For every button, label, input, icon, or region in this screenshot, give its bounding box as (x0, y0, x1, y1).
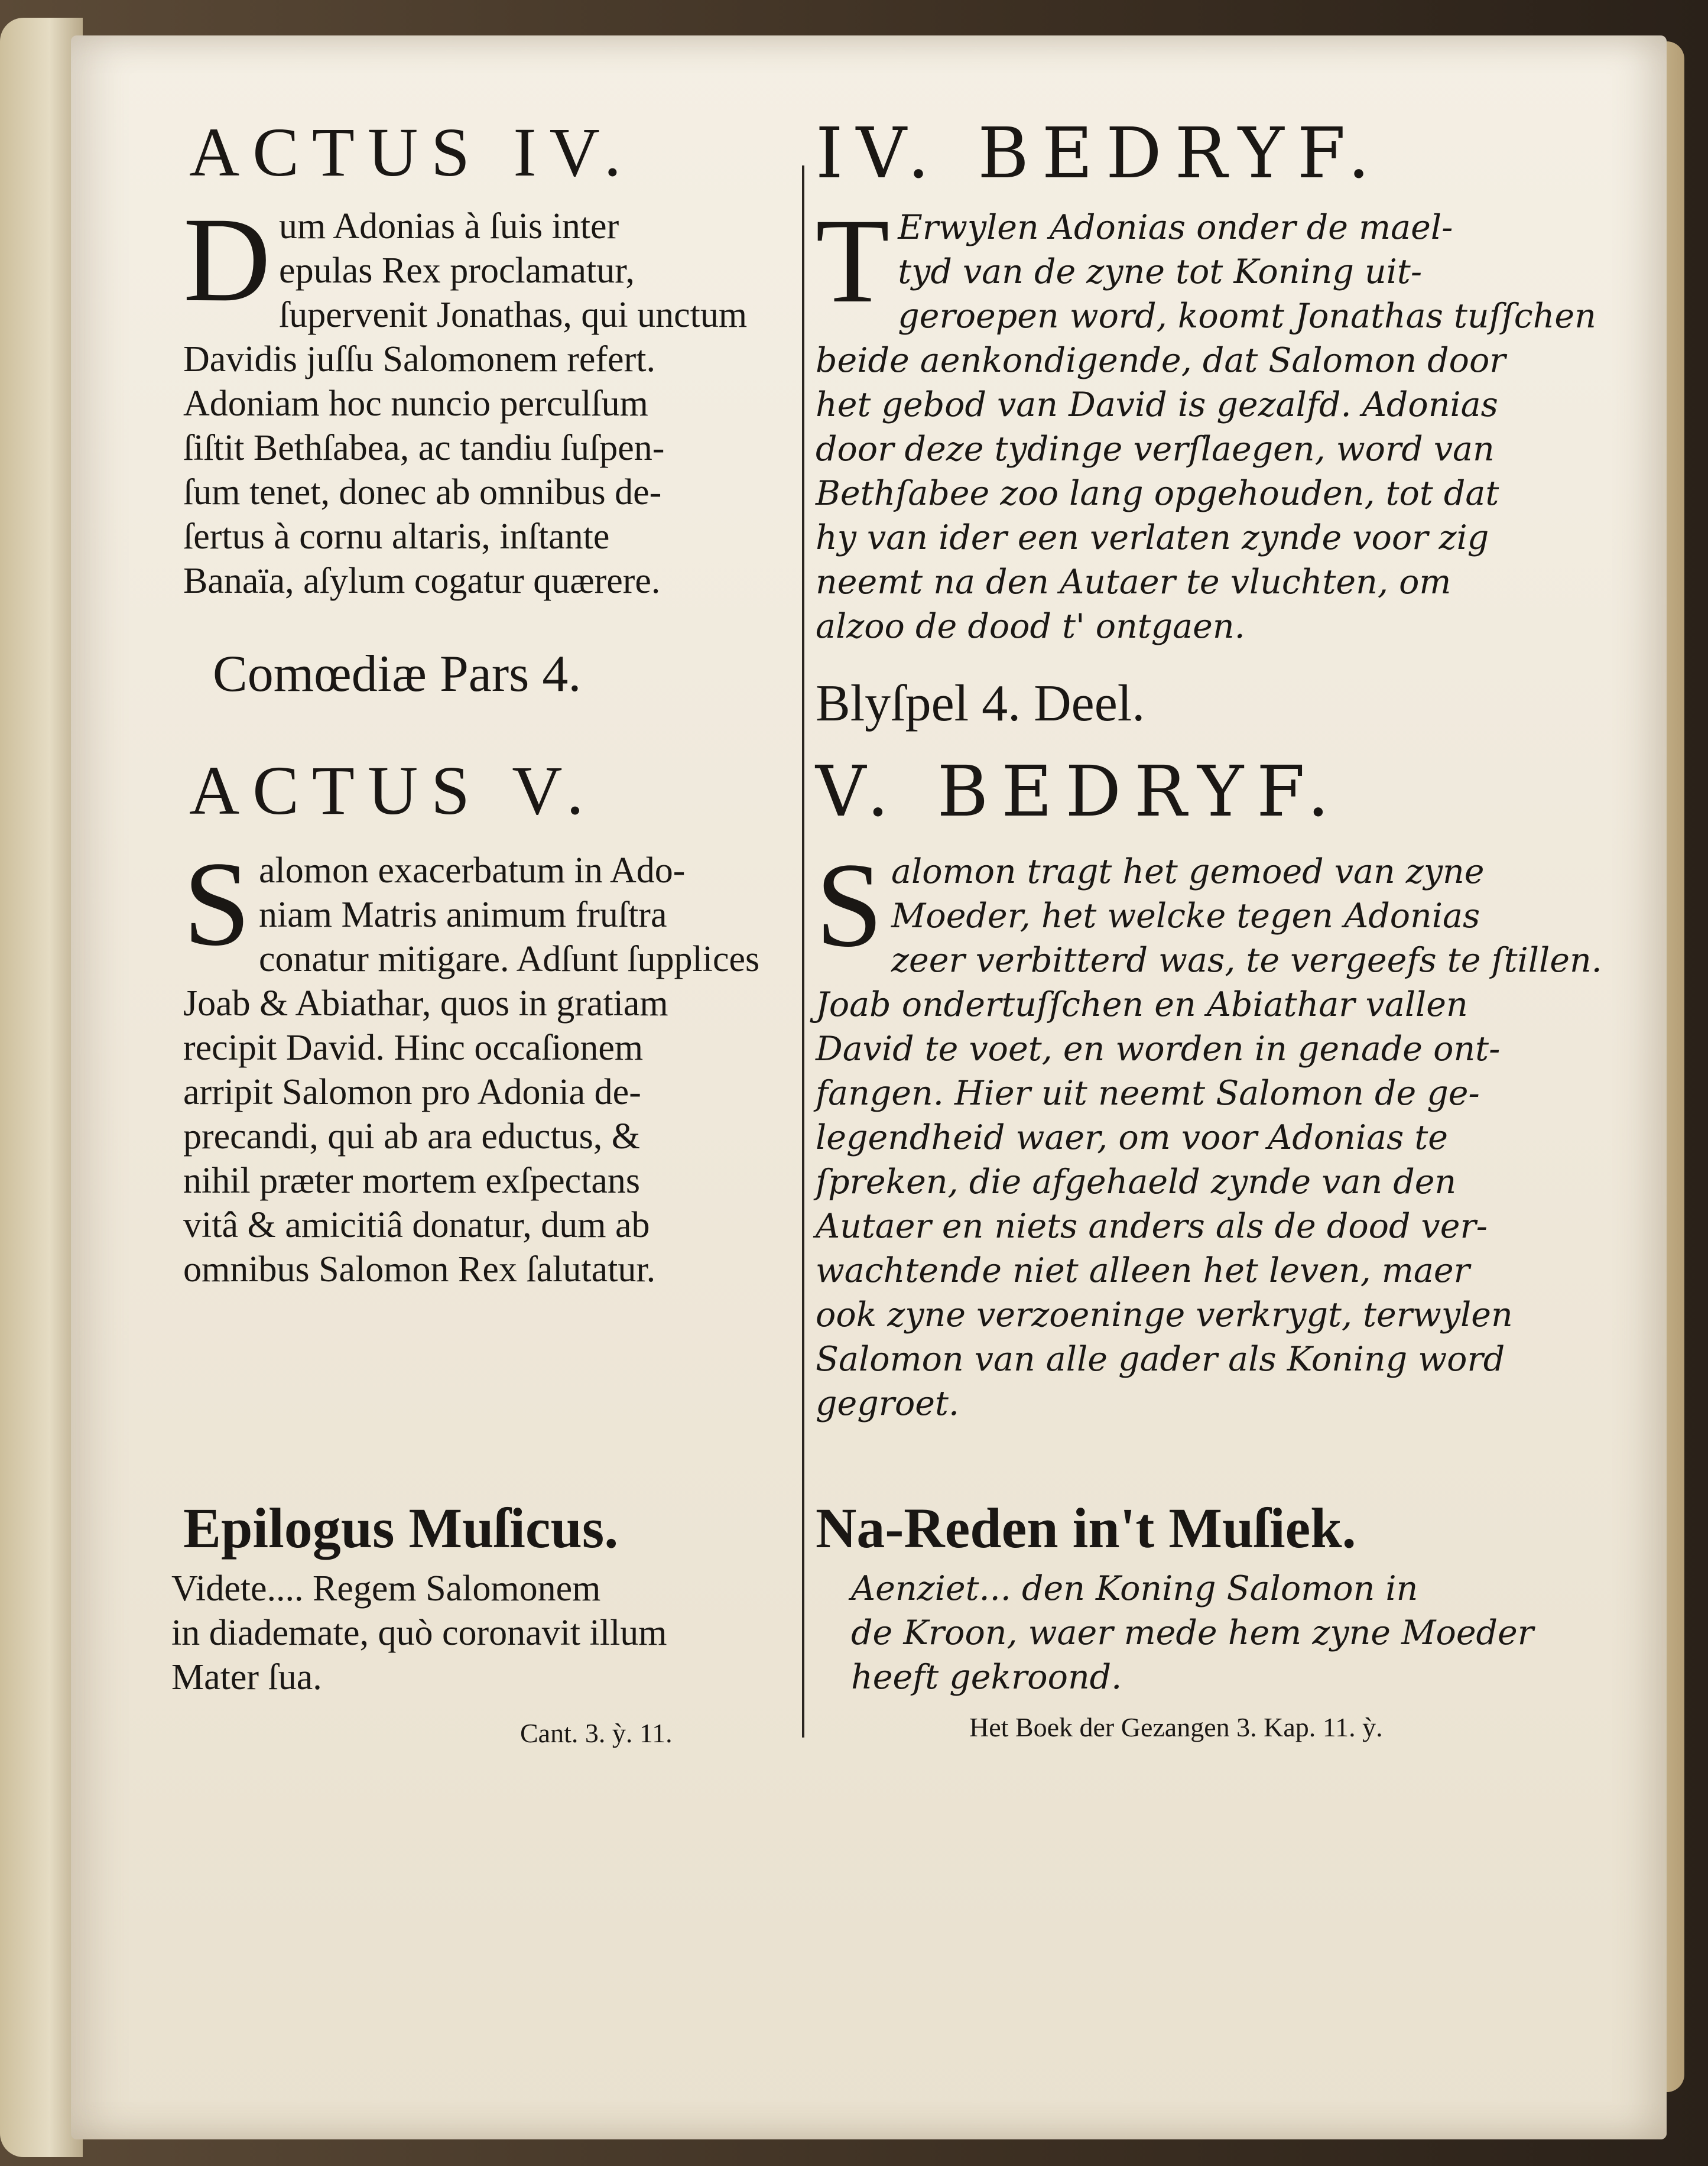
text-line: alomon tragt het gemoed van zyne (891, 852, 1485, 891)
latin-act5-title: ACTUS V. (189, 752, 597, 829)
text-line: Bethſabee zoo lang opgehouden, tot dat (816, 474, 1499, 513)
latin-part-title: Comœdiæ Pars 4. (213, 645, 582, 703)
text-line: omnibus Salomon Rex ſalutatur. (183, 1249, 656, 1290)
text-line: legendheid waer, om voor Adonias te (816, 1118, 1448, 1157)
text-line: in diademate, quò coronavit illum (171, 1613, 667, 1653)
dutch-epilogue-block (816, 1495, 1534, 1743)
text-line: beide aenkondigende, dat Salomon door (816, 341, 1506, 380)
text-line: Moeder, het welcke tegen Adonias (891, 897, 1480, 936)
dutch-act4-text (816, 194, 1596, 649)
text-line: Autaer en niets anders als de dood ver- (816, 1207, 1488, 1246)
column-divider (802, 165, 804, 1738)
text-line: tyd van de zyne tot Koning uit- (898, 252, 1423, 291)
text-line: Videte.... Regem Salomonem (171, 1569, 601, 1609)
text-line: heeft gekroond. (851, 1658, 1122, 1697)
dutch-act5-argument (816, 838, 1602, 1426)
text-line: alomon exacerbatum in Ado- (259, 850, 686, 891)
latin-act4-argument (183, 193, 792, 603)
dutch-act5-text (816, 838, 1602, 1426)
text-line: Davidis juſſu Salomonem refert. (183, 339, 655, 379)
text-line: Aenziet... den Koning Salomon in (851, 1569, 1418, 1608)
latin-act5-dropcap: S (183, 837, 251, 971)
text-line: geroepen word, koomt Jonathas tuſſchen (898, 297, 1596, 336)
text-line: gegroet. (816, 1384, 960, 1423)
text-line: alzoo de dood t' ontgaen. (816, 607, 1245, 646)
latin-epilogue-title: Epilogus Muſicus. (183, 1496, 619, 1560)
dutch-reference: Het Boek der Gezangen 3. Kap. 11. ỳ. (969, 1712, 1383, 1742)
text-line: precandi, qui ab ara eductus, & (183, 1116, 640, 1157)
text-line: ſum tenet, donec ab omnibus de- (183, 472, 662, 512)
dutch-act5-title: V. BEDRYF. (816, 751, 1343, 832)
text-line: Mater ſua. (171, 1657, 322, 1697)
text-line: Adoniam hoc nuncio perculſum (183, 384, 648, 424)
text-line: ook zyne verzoeninge verkrygt, terwylen (816, 1295, 1513, 1334)
latin-reference: Cant. 3. ỳ. 11. (520, 1718, 673, 1748)
dutch-act5-block (816, 751, 1602, 1426)
latin-part-block (213, 644, 581, 704)
text-line: ſiſtit Bethſabea, ac tandiu ſuſpen- (183, 428, 665, 468)
text-line: Joab & Abiathar, quos in gratiam (183, 983, 668, 1024)
dutch-act4-dropcap: T (816, 194, 890, 328)
text-line: recipit David. Hinc occaſionem (183, 1028, 644, 1068)
dutch-part-block (816, 674, 1145, 733)
text-line: Banaïa, aſylum cogatur quærere. (183, 561, 661, 601)
text-line: ſupervenit Jonathas, qui unctum (279, 295, 748, 335)
text-line: um Adonias à ſuis inter (279, 206, 619, 246)
dutch-act4-argument (816, 194, 1596, 649)
text-line: door deze tydinge verſlaegen, word van (816, 430, 1495, 469)
text-line: nihil præter mortem exſpectans (183, 1161, 641, 1201)
facing-page-edge (0, 18, 83, 2157)
text-line: Joab ondertuſſchen en Abiathar vallen (816, 985, 1468, 1024)
text-line: wachtende niet alleen het leven, maer (816, 1251, 1470, 1290)
dutch-part-title: Blyſpel 4. Deel. (816, 675, 1145, 732)
latin-act5-argument (183, 837, 792, 1292)
dutch-act5-dropcap: S (816, 838, 884, 972)
text-line: vitâ & amicitiâ donatur, dum ab (183, 1205, 650, 1245)
text-line: David te voet, en worden in genade ont- (816, 1030, 1501, 1069)
latin-act4-dropcap: D (183, 193, 271, 327)
dutch-epilogue-text (851, 1567, 1534, 1700)
text-line: ſertus à cornu altaris, inſtante (183, 517, 610, 557)
text-line: epulas Rex proclamatur, (279, 251, 635, 291)
text-line: neemt na den Autaer te vluchten, om (816, 563, 1452, 602)
text-line: zeer verbitterd was, te vergeefs te ſtillen. (891, 941, 1602, 980)
dutch-column (816, 112, 1596, 649)
latin-column (183, 112, 792, 603)
text-line: het gebod van David is gezalfd. Adonias (816, 385, 1498, 424)
latin-act4-text (183, 193, 792, 603)
latin-act5-block (183, 751, 792, 1292)
latin-act4-title: ACTUS IV. (189, 113, 635, 191)
text-line: hy van ider een verlaten zynde voor zig (816, 518, 1489, 557)
text-line: de Kroon, waer mede hem zyne Moeder (851, 1613, 1534, 1652)
latin-epilogue-block (165, 1495, 792, 1749)
text-line: fangen. Hier uit neemt Salomon de ge- (816, 1074, 1480, 1113)
dutch-epilogue-title: Na-Reden in't Muſiek. (816, 1496, 1356, 1560)
text-line: Salomon van alle gader als Koning word (816, 1340, 1505, 1379)
book-page (71, 35, 1667, 2139)
dutch-act4-title: IV. BEDRYF. (816, 112, 1383, 194)
latin-act5-text (183, 837, 792, 1292)
text-line: niam Matris animum fruſtra (259, 895, 667, 935)
latin-epilogue-text (171, 1567, 792, 1700)
text-line: conatur mitigare. Adſunt ſupplices (259, 939, 760, 979)
text-line: arripit Salomon pro Adonia de- (183, 1072, 641, 1112)
text-line: Erwylen Adonias onder de mael- (898, 208, 1453, 247)
text-line: ſpreken, die afgehaeld zynde van den (816, 1162, 1457, 1201)
